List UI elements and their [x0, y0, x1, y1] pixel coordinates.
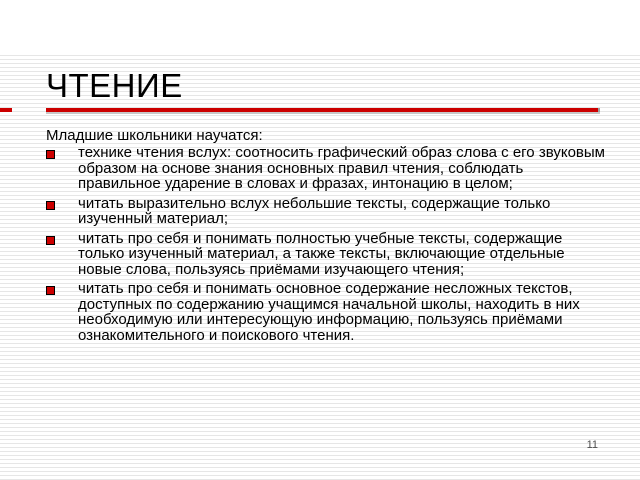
list-item	[46, 145, 606, 192]
title-underline-stub	[0, 108, 12, 112]
red-square-bullet-icon	[46, 150, 55, 159]
red-square-bullet-icon	[46, 286, 55, 295]
red-square-bullet-icon	[46, 201, 55, 210]
list-item	[46, 281, 606, 343]
bullet-text: читать про себя и понимать основное содержание несложных текстов, доступных по содержанию учащимся начальной школы, находить в них необходимую или интересующую информацию, пользуясь приёмами ознакомительного и поискового чтения.	[78, 280, 580, 344]
bullet-text: читать про себя и понимать полностью учебные тексты, содержащие только изученный материал, а также тексты, включающие отдельные новые слова, пользуясь приёмами изучающего чтения;	[78, 229, 565, 278]
list-item	[46, 196, 606, 227]
slide-title: ЧТЕНИЕ	[46, 67, 183, 104]
bullet-list	[46, 145, 606, 347]
slide-top-band	[0, 0, 640, 52]
bullet-text: технике чтения вслух: соотносить графический образ слова с его звуковым образом на основе знания основных правил чтения, соблюдать правильное ударение в словах и фразах, интонацию в целом;	[78, 144, 605, 192]
page-number: 11	[586, 439, 598, 451]
intro-text: Младшие школьники научатся:	[46, 127, 263, 144]
list-item	[46, 231, 606, 278]
bullet-text: читать выразительно вслух небольшие тексты, содержащие только изученный материал;	[78, 194, 551, 227]
title-underline-shadow	[46, 112, 600, 114]
red-square-bullet-icon	[46, 236, 55, 245]
